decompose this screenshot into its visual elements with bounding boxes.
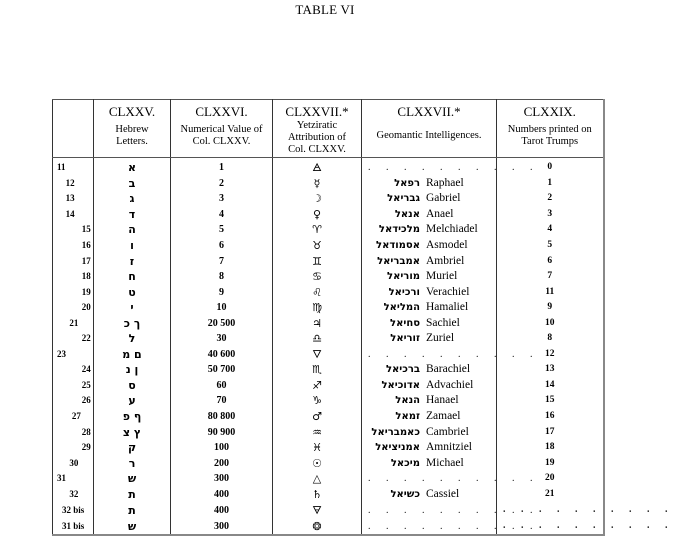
geomantic-intelligence (362, 300, 497, 316)
intelligence-hebrew-name: הנאל (395, 395, 420, 407)
yetziratic-symbol: ♂ (273, 409, 362, 425)
geomantic-intelligence (362, 486, 497, 502)
row-index: 12 (53, 176, 94, 192)
yetziratic-symbol: ♌ (273, 284, 362, 300)
geomantic-intelligence (362, 315, 497, 331)
header-col-label: Geomantic Intelligences. (376, 130, 482, 141)
row-index: 28 (53, 424, 94, 440)
geomantic-intelligence (362, 440, 497, 456)
intelligence-name: Sachiel (426, 316, 460, 329)
table-row (53, 378, 604, 394)
yetziratic-symbol: ☉ (273, 455, 362, 471)
row-index: 29 (53, 440, 94, 456)
header-col-number: CLXXV. (108, 104, 156, 119)
hebrew-letter: ט (94, 284, 171, 300)
intelligence-name: Gabriel (426, 192, 461, 205)
numerical-value: 1 (171, 158, 273, 176)
hebrew-letter: ם מ (94, 347, 171, 363)
tarot-number: 3 (497, 207, 604, 223)
hebrew-letter: ל (94, 331, 171, 347)
yetziratic-symbol: ♒ (273, 424, 362, 440)
table-row (53, 502, 604, 518)
yetziratic-symbol: 🜁 (273, 158, 362, 176)
numerical-value: 4 (171, 207, 273, 223)
tarot-number: 19 (497, 455, 604, 471)
row-index: 31 (53, 471, 94, 487)
intelligence-name: Barachiel (426, 363, 471, 376)
row-index: 32 (53, 486, 94, 502)
geomantic-intelligence (362, 502, 539, 518)
geomantic-intelligence (362, 471, 539, 487)
intelligence-name: Zamael (426, 410, 461, 423)
hebrew-letter: ע (94, 393, 171, 409)
row-index: 22 (53, 331, 94, 347)
yetziratic-symbol: ♋ (273, 269, 362, 285)
numerical-value: 2 (171, 176, 273, 192)
table-row (53, 238, 604, 254)
page-title: TABLE VI (295, 2, 355, 17)
numerical-value: 3 (171, 191, 273, 207)
table-row (53, 284, 604, 300)
numerical-value: 80 800 (171, 409, 273, 425)
yetziratic-symbol: ☽ (273, 191, 362, 207)
intelligence-name: Anael (426, 207, 454, 220)
yetziratic-symbol: ♉ (273, 238, 362, 254)
intelligence-hebrew-name: מיכאל (390, 457, 420, 469)
hebrew-letter: ח (94, 269, 171, 285)
hebrew-letter: ק (94, 440, 171, 456)
yetziratic-symbol: 🜄 (273, 347, 362, 363)
table-row (53, 471, 604, 487)
geomantic-intelligence (362, 158, 539, 176)
intelligence-name: Muriel (426, 270, 458, 283)
row-index: 16 (53, 238, 94, 254)
numerical-value: 20 500 (171, 315, 273, 331)
intelligence-hebrew-name: אסמודאל (376, 240, 420, 251)
geomantic-intelligence (362, 424, 497, 440)
hebrew-letter: ז (94, 253, 171, 269)
row-index: 25 (53, 378, 94, 394)
numerical-value: 90 900 (171, 424, 273, 440)
tarot-number: 18 (497, 440, 604, 456)
dotted-leader: . . . . . . . . . . (368, 504, 539, 516)
row-index: 13 (53, 191, 94, 207)
hebrew-letter: ג (94, 191, 171, 207)
tarot-number: 20 (497, 471, 604, 487)
tarot-number: 1 (497, 176, 604, 192)
row-index: 23 (53, 347, 94, 363)
header-col-label: Numerical Value of Col. CLXXV. (180, 124, 263, 147)
row-index: 21 (53, 315, 94, 331)
intelligence-name: Verachiel (426, 285, 470, 298)
intelligence-name: Ambriel (426, 254, 465, 267)
geomantic-intelligence (362, 362, 497, 378)
table-row (53, 393, 604, 409)
row-index: 14 (53, 207, 94, 223)
yetziratic-symbol: ♍ (273, 300, 362, 316)
table-row (53, 331, 604, 347)
header-col-number: CLXXVI. (195, 104, 248, 119)
intelligence-hebrew-name: זוריאל (390, 333, 420, 345)
row-index: 17 (53, 253, 94, 269)
intelligence-hebrew-name: אנאל (394, 208, 420, 220)
tarot-number: 2 (497, 191, 604, 207)
yetziratic-symbol: 🜃 (273, 502, 362, 518)
table-body (53, 158, 674, 536)
tarot-number: 9 (497, 300, 604, 316)
table-row (53, 191, 604, 207)
dotted-leader: . . . . . . . . . . (368, 520, 539, 532)
row-index: 32 bis (53, 502, 94, 518)
intelligence-hebrew-name: סחיאל (390, 317, 420, 329)
intelligence-hebrew-name: כשיאל (390, 488, 420, 500)
yetziratic-symbol: ♏ (273, 362, 362, 378)
intelligence-name: Hamaliel (426, 301, 469, 314)
header-col-label: Hebrew Letters. (115, 124, 149, 147)
geomantic-intelligence (362, 455, 497, 471)
numerical-value: 50 700 (171, 362, 273, 378)
yetziratic-symbol: ♊ (273, 253, 362, 269)
intelligence-hebrew-name: ברכיאל (385, 364, 420, 376)
header-geomantic-intelligences (362, 100, 497, 158)
row-index: 20 (53, 300, 94, 316)
table-row (53, 518, 604, 535)
geomantic-intelligence (362, 269, 497, 285)
geomantic-intelligence (362, 253, 497, 269)
geomantic-intelligence (362, 393, 497, 409)
hebrew-letter: ה (94, 222, 171, 238)
header-row (53, 100, 604, 158)
header-hebrew-letters (94, 100, 171, 158)
intelligence-hebrew-name: גבריאל (387, 193, 420, 205)
dotted-leader: . . . . . . . . . . (368, 162, 539, 174)
hebrew-letter: ת (94, 502, 171, 518)
numerical-value: 100 (171, 440, 273, 456)
geomantic-intelligence (362, 347, 539, 363)
tarot-number: 11 (497, 284, 604, 300)
table-row (53, 269, 604, 285)
table-row (53, 253, 604, 269)
geomantic-intelligence (362, 222, 497, 238)
intelligence-name: Hanael (426, 394, 459, 407)
intelligence-name: Asmodel (426, 239, 468, 251)
hebrew-letter: ו (94, 238, 171, 254)
intelligence-name: Amnitziel (426, 441, 472, 454)
intelligence-hebrew-name: אמבריאל (377, 255, 420, 267)
tarot-number: 14 (497, 378, 604, 394)
table-row (53, 300, 604, 316)
yetziratic-symbol: ♐ (273, 378, 362, 394)
header-yetziratic-attribution (273, 100, 362, 158)
tarot-number: 5 (497, 238, 604, 254)
numerical-value: 300 (171, 518, 273, 535)
tarot-number: 10 (497, 315, 604, 331)
table-row (53, 222, 604, 238)
yetziratic-symbol: ♓ (273, 440, 362, 456)
dotted-leader: . . . . . . . . . . (368, 348, 539, 360)
tarot-number: 13 (497, 362, 604, 378)
hebrew-letter: ש (94, 471, 171, 487)
header-col-label: Numbers printed on Tarot Trumps (507, 124, 592, 147)
tarot-number: 16 (497, 409, 604, 425)
header-col-number: CLXXVII.* (285, 104, 349, 119)
row-index: 11 (53, 158, 94, 176)
numerical-value: 400 (171, 502, 273, 518)
yetziratic-symbol: ♎ (273, 331, 362, 347)
yetziratic-symbol: ♀ (273, 207, 362, 223)
table-row (53, 409, 604, 425)
numerical-value: 200 (171, 455, 273, 471)
geomantic-intelligence (362, 518, 539, 535)
numerical-value: 5 (171, 222, 273, 238)
intelligence-name: Raphael (426, 176, 464, 189)
tarot-number: 0 (497, 158, 604, 176)
yetziratic-symbol: ♈ (273, 222, 362, 238)
intelligence-hebrew-name: המליאל (383, 302, 420, 314)
yetziratic-symbol: ♃ (273, 315, 362, 331)
intelligence-name: Michael (426, 456, 464, 469)
numerical-value: 10 (171, 300, 273, 316)
row-index: 26 (53, 393, 94, 409)
geomantic-intelligence (362, 176, 497, 192)
geomantic-intelligence (362, 284, 497, 300)
tarot-number: 6 (497, 253, 604, 269)
table-row (53, 486, 604, 502)
hebrew-letter: י (94, 300, 171, 316)
hebrew-letter: ב (94, 176, 171, 192)
header-col-number: CLXXVII.* (397, 104, 461, 119)
numerical-value: 7 (171, 253, 273, 269)
dotted-leader: . . . . . . . . . . (503, 520, 674, 532)
numerical-value: 40 600 (171, 347, 273, 363)
numerical-value: 6 (171, 238, 273, 254)
intelligence-hebrew-name: ורכיאל (388, 286, 420, 298)
header-index (53, 100, 94, 158)
yetziratic-symbol: ☿ (273, 176, 362, 192)
tarot-number: 8 (497, 331, 604, 347)
intelligence-name: Advachiel (426, 378, 474, 391)
intelligence-name: Cambriel (426, 425, 469, 438)
geomantic-intelligence (362, 238, 497, 254)
numerical-value: 9 (171, 284, 273, 300)
intelligence-name: Cassiel (426, 487, 460, 500)
row-index: 15 (53, 222, 94, 238)
table-row (53, 424, 604, 440)
geomantic-intelligence (362, 378, 497, 394)
table-row (53, 362, 604, 378)
intelligence-hebrew-name: כאמבריאל (371, 426, 420, 438)
tarot-number (497, 502, 674, 518)
tarot-number: 7 (497, 269, 604, 285)
dotted-leader: . . . . . . . . . . (368, 473, 539, 485)
table-row (53, 176, 604, 192)
hebrew-letter: א (94, 158, 171, 176)
hebrew-letter: ף פ (94, 409, 171, 425)
hebrew-letter: ן נ (94, 362, 171, 378)
hebrew-letter: ך כ (94, 315, 171, 331)
row-index: 19 (53, 284, 94, 300)
row-index: 24 (53, 362, 94, 378)
numerical-value: 300 (171, 471, 273, 487)
row-index: 30 (53, 455, 94, 471)
header-tarot-trumps (497, 100, 604, 158)
tarot-number: 21 (497, 486, 604, 502)
intelligence-hebrew-name: זמאל (395, 411, 420, 423)
geomantic-intelligence (362, 191, 497, 207)
table-row (53, 315, 604, 331)
row-index: 31 bis (53, 518, 94, 535)
intelligence-hebrew-name: מלכידאל (378, 224, 420, 236)
hebrew-letter: ס (94, 378, 171, 394)
yetziratic-symbol: △ (273, 471, 362, 487)
yetziratic-symbol: ♑ (273, 393, 362, 409)
geomantic-intelligence (362, 409, 497, 425)
table-row (53, 347, 604, 363)
table-row (53, 158, 604, 176)
tarot-number: 12 (497, 347, 604, 363)
correspondence-table (52, 99, 674, 536)
tarot-number: 17 (497, 424, 604, 440)
hebrew-letter: ת (94, 486, 171, 502)
row-index: 27 (53, 409, 94, 425)
numerical-value: 30 (171, 331, 273, 347)
header-col-label: Yetziratic Attribution of Col. CLXXV. (287, 120, 347, 155)
table-row (53, 440, 604, 456)
header-col-number: CLXXIX. (523, 104, 576, 119)
yetziratic-symbol: ♄ (273, 486, 362, 502)
header-numerical-value (171, 100, 273, 158)
row-index: 18 (53, 269, 94, 285)
table-row (53, 207, 604, 223)
geomantic-intelligence (362, 331, 497, 347)
numerical-value: 60 (171, 378, 273, 394)
intelligence-name: Zuriel (426, 332, 455, 345)
tarot-number: 15 (497, 393, 604, 409)
hebrew-letter: ץ צ (94, 424, 171, 440)
intelligence-hebrew-name: רפאל (394, 177, 420, 189)
geomantic-intelligence (362, 207, 497, 223)
intelligence-hebrew-name: מוריאל (387, 271, 420, 283)
table-row (53, 455, 604, 471)
numerical-value: 8 (171, 269, 273, 285)
intelligence-hebrew-name: אדוכיאל (381, 379, 420, 391)
numerical-value: 400 (171, 486, 273, 502)
dotted-leader: . . . . . . . . . . (503, 504, 674, 516)
tarot-number: 4 (497, 222, 604, 238)
yetziratic-symbol: ❂ (273, 518, 362, 535)
hebrew-letter: ר (94, 455, 171, 471)
tarot-number (497, 518, 674, 535)
intelligence-name: Melchiadel (426, 223, 478, 236)
intelligence-hebrew-name: אמניציאל (375, 442, 420, 454)
numerical-value: 70 (171, 393, 273, 409)
hebrew-letter: ש (94, 518, 171, 535)
hebrew-letter: ד (94, 207, 171, 223)
